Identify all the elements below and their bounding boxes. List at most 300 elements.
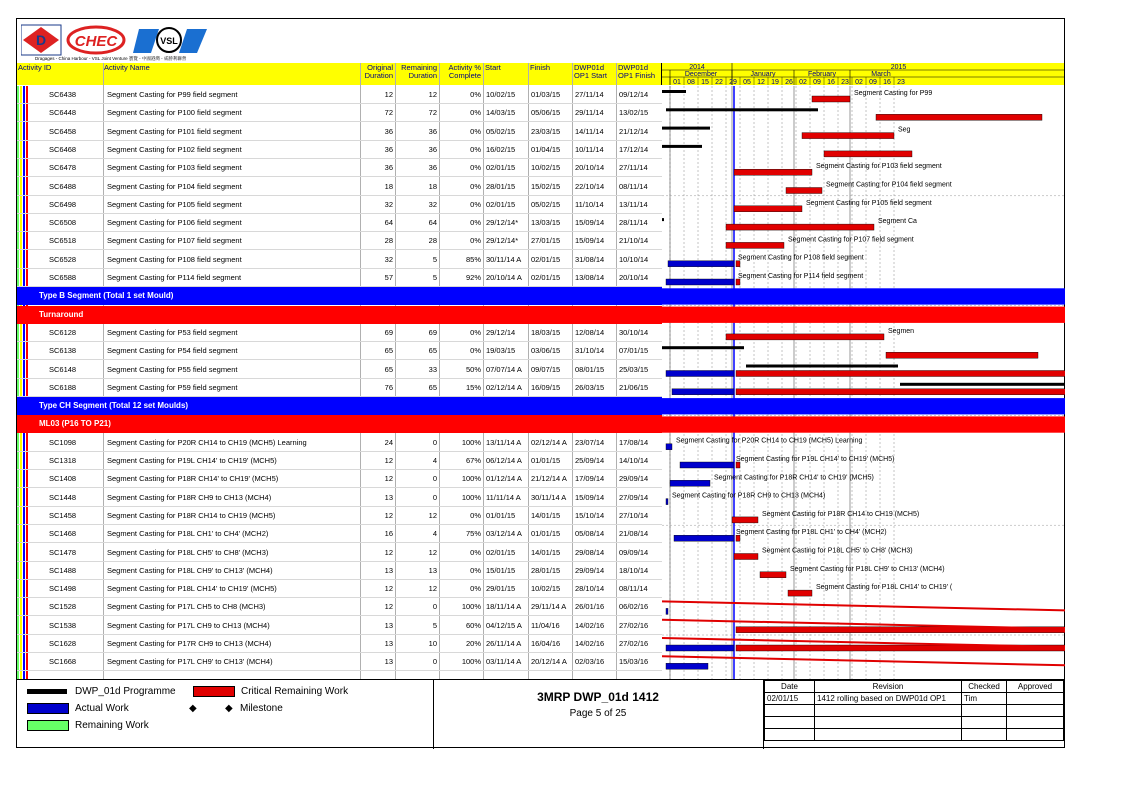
cell-finish: 05/02/15: [531, 199, 561, 209]
actual-bar[interactable]: [672, 389, 734, 395]
week-label: 09: [869, 79, 877, 85]
cell-os: 14/02/16: [575, 639, 605, 648]
group-title: Turnaround: [39, 309, 84, 319]
week-label: 01: [673, 79, 681, 85]
cell-os: 14/02/16: [575, 620, 605, 630]
cell-name: Segment Casting for P18L CH14' to CH19' (MCH5): [107, 584, 277, 594]
cell-os: 08/01/15: [575, 364, 605, 374]
cell-start: 29/12/14: [486, 327, 516, 337]
actual-bar[interactable]: [666, 663, 708, 669]
cell-od: 72: [384, 108, 393, 118]
cell-finish: 09/07/15: [531, 364, 561, 374]
cell-finish: 29/11/14 A: [531, 602, 567, 612]
cell-finish: 20/12/14 A: [531, 657, 567, 667]
cell-name: Segment Casting for P19L CH14' to CH19' (MCH5): [107, 456, 277, 465]
cell-start: 14/03/15: [486, 108, 516, 118]
week-label: 16: [883, 79, 891, 85]
cell-rd: 0: [432, 437, 437, 447]
cell-rd: 13: [428, 565, 437, 575]
activity-row[interactable]: [17, 653, 662, 671]
cell-rd: 32: [428, 199, 437, 209]
month-label: December: [684, 71, 718, 78]
cell-pct: 0%: [470, 510, 481, 520]
critical-bar[interactable]: [726, 334, 884, 340]
activity-row[interactable]: [17, 232, 662, 250]
cell-od: 13: [384, 620, 393, 630]
cell-pct: 0%: [470, 108, 481, 118]
actual-bar[interactable]: [666, 499, 668, 505]
cell-od: 65: [384, 346, 393, 356]
legend-critical: Critical Remaining Work: [241, 686, 349, 697]
cell-rd: 12: [428, 584, 437, 594]
cell-os: 10/11/14: [575, 144, 604, 154]
cell-of: 17/08/14: [619, 437, 649, 447]
cell-finish: 16/04/16: [531, 639, 561, 648]
month-label: February: [807, 71, 837, 78]
cell-od: 12: [384, 584, 393, 594]
group-header[interactable]: [17, 397, 662, 415]
svg-text:D: D: [35, 32, 47, 48]
critical-bar[interactable]: [732, 517, 758, 523]
cell-start: 26/11/14 A: [486, 639, 522, 648]
cell-od: 57: [384, 273, 393, 282]
cell-of: 15/03/16: [619, 657, 649, 667]
week-label: 02: [799, 79, 807, 85]
cell-finish: 02/12/14 A: [531, 437, 567, 447]
cell-rd: 69: [428, 327, 437, 337]
cell-start: 02/01/15: [486, 547, 516, 557]
cell-name: Segment Casting for P99 field segment: [107, 90, 238, 99]
year-label: 2015: [890, 64, 907, 71]
activity-row[interactable]: [17, 525, 662, 543]
cell-pct: 67%: [465, 456, 481, 465]
critical-bar[interactable]: [824, 151, 912, 157]
cell-rd: 36: [428, 126, 437, 136]
critical-bar[interactable]: [736, 371, 1065, 377]
cell-id: SC1498: [49, 584, 77, 594]
rev-header-revision: Revision: [815, 681, 962, 693]
actual-bar[interactable]: [666, 608, 668, 614]
cell-of: 18/10/14: [619, 565, 649, 575]
cell-rd: 4: [432, 529, 437, 539]
activity-row[interactable]: [17, 452, 662, 470]
cell-rd: 12: [428, 90, 437, 99]
critical-bar[interactable]: [736, 389, 1065, 395]
cell-pct: 75%: [465, 529, 481, 539]
programme-bar[interactable]: [900, 383, 1065, 386]
activity-row[interactable]: [17, 580, 662, 598]
critical-bar[interactable]: [788, 590, 812, 596]
activity-row[interactable]: [17, 489, 662, 507]
cell-start: 19/03/15: [486, 346, 516, 356]
cell-os: 28/10/14: [575, 584, 605, 594]
gantt-chart: [662, 63, 1065, 679]
cell-pct: 0%: [470, 163, 481, 173]
cell-os: 15/09/14: [575, 236, 605, 246]
cell-os: 11/10/14: [575, 199, 604, 209]
week-label: 22: [715, 79, 723, 85]
cell-name: Segment Casting for P106 field segment: [107, 218, 242, 228]
cell-of: 21/06/15: [619, 382, 649, 392]
cell-od: 36: [384, 126, 393, 136]
week-label: 02: [855, 79, 863, 85]
critical-bar[interactable]: [876, 114, 1042, 120]
actual-swatch: [27, 703, 69, 714]
cell-id: SC1478: [49, 547, 77, 557]
rev-description: 1412 rolling based on DWP01d OP1: [815, 693, 962, 705]
activity-row[interactable]: [17, 123, 662, 141]
group-band: [662, 288, 1065, 304]
cell-rd: 65: [428, 346, 437, 356]
col-start[interactable]: Start: [485, 63, 501, 72]
cell-os: 25/09/14: [575, 456, 605, 465]
actual-bar[interactable]: [668, 261, 734, 267]
week-label: 09: [813, 79, 821, 85]
week-label: 16: [827, 79, 835, 85]
col-finish[interactable]: Finish: [530, 63, 551, 72]
programme-bar[interactable]: [746, 365, 898, 368]
cell-start: 07/07/14 A: [486, 364, 522, 374]
group-header[interactable]: [17, 415, 662, 433]
bar-label: Segment Casting for P20R CH14 to CH19 (MCH5) Learning: [676, 437, 863, 445]
cell-id: SC6138: [49, 346, 77, 356]
cell-id: SC1448: [49, 492, 77, 502]
cell-finish: 03/06/15: [531, 346, 561, 356]
cell-finish: 10/02/15: [531, 163, 561, 173]
cell-name: Segment Casting for P18R CH14' to CH19' (MCH5): [107, 474, 279, 484]
cell-id: SC6148: [49, 364, 77, 374]
activity-row[interactable]: [17, 104, 662, 122]
cell-finish: 01/04/15: [531, 144, 561, 154]
cell-of: 27/02/16: [619, 620, 649, 630]
activity-row[interactable]: [17, 159, 662, 177]
cell-of: 28/11/14: [619, 218, 648, 228]
legend-programme: DWP_01d Programme: [75, 686, 176, 697]
cell-id: SC1528: [49, 602, 77, 612]
programme-bar[interactable]: [662, 127, 710, 130]
cell-od: 64: [384, 218, 393, 228]
cell-id: SC6508: [49, 218, 77, 228]
rev-date: 02/01/15: [765, 693, 815, 705]
cell-start: 01/01/15: [486, 510, 516, 520]
cell-os: 26/03/15: [575, 382, 605, 392]
cell-pct: 0%: [470, 199, 481, 209]
cell-name: Segment Casting for P59 field segment: [107, 382, 238, 392]
bar-label: Segment Casting for P99: [854, 90, 933, 97]
cell-id: SC6128: [49, 327, 77, 337]
actual-bar[interactable]: [666, 645, 734, 651]
bar-label: Segment Casting for P18L CH1' to CH4' (MCH2): [736, 529, 887, 537]
cell-start: 28/01/15: [486, 181, 516, 191]
activity-row[interactable]: [17, 86, 662, 104]
cell-of: 06/02/16: [619, 602, 649, 612]
cell-od: 13: [384, 565, 393, 575]
critical-bar[interactable]: [760, 572, 786, 578]
activity-row[interactable]: [17, 141, 662, 159]
col-op1-start[interactable]: DWP01d OP1 Start: [574, 63, 607, 80]
cell-id: SC6488: [49, 181, 77, 191]
cell-od: 65: [384, 364, 393, 374]
critical-bar[interactable]: [726, 224, 874, 230]
cell-os: 05/08/14: [575, 529, 605, 539]
group-header[interactable]: [17, 287, 662, 305]
bar-label: Segmen: [888, 327, 915, 335]
critical-bar[interactable]: [726, 242, 784, 248]
page-frame: [16, 18, 1065, 748]
cell-pct: 0%: [470, 236, 481, 246]
cell-os: 15/10/14: [575, 510, 605, 520]
cell-id: SC1318: [49, 456, 77, 465]
col-activity-id[interactable]: Activity ID: [18, 63, 52, 72]
cell-od: 69: [384, 327, 393, 337]
cell-id: SC6458: [49, 126, 77, 136]
cell-of: 07/01/15: [619, 346, 649, 356]
cell-os: 22/10/14: [575, 181, 605, 191]
critical-bar[interactable]: [812, 96, 850, 102]
col-pct-complete[interactable]: Activity % Complete: [448, 63, 481, 80]
legend-actual: Actual Work: [75, 703, 129, 714]
cell-od: 12: [384, 602, 393, 612]
col-rem-duration[interactable]: Remaining Duration: [401, 63, 437, 80]
programme-bar[interactable]: [662, 145, 702, 148]
programme-swatch: [27, 689, 67, 694]
cell-pct: 20%: [465, 639, 481, 648]
cell-id: SC6528: [49, 254, 77, 264]
cell-rd: 33: [428, 364, 437, 374]
programme-bar[interactable]: [662, 346, 744, 349]
actual-bar[interactable]: [674, 535, 734, 541]
cell-id: SC1538: [49, 620, 77, 630]
cell-start: 05/02/15: [486, 126, 516, 136]
cell-of: 27/02/16: [619, 639, 649, 648]
cell-name: Segment Casting for P17L CH9 to CH13 (MCH4): [107, 620, 270, 630]
cell-rd: 36: [428, 144, 437, 154]
cell-finish: 30/11/14 A: [531, 492, 567, 502]
cell-name: Segment Casting for P18L CH5' to CH8' (MCH3): [107, 547, 269, 557]
cell-finish: 02/01/15: [531, 273, 561, 282]
cell-of: 20/10/14: [619, 273, 649, 282]
activity-row[interactable]: [17, 342, 662, 360]
month-label: January: [750, 71, 776, 78]
svg-text:CHEC: CHEC: [74, 33, 118, 50]
critical-bar[interactable]: [886, 352, 1038, 358]
cell-start: 10/02/15: [486, 90, 516, 99]
cell-of: 10/10/14: [619, 254, 649, 264]
cell-of: 08/11/14: [619, 584, 648, 594]
col-orig-duration[interactable]: Original Duration: [364, 63, 393, 80]
cell-name: Segment Casting for P114 field segment: [107, 273, 242, 282]
cell-od: 12: [384, 456, 393, 465]
actual-bar[interactable]: [666, 371, 734, 377]
cell-pct: 100%: [461, 657, 481, 667]
cell-od: 13: [384, 639, 393, 648]
activity-row[interactable]: [17, 178, 662, 196]
critical-bar[interactable]: [802, 133, 894, 139]
cell-pct: 0%: [470, 126, 481, 136]
cell-id: SC6588: [49, 273, 77, 282]
bar-label: Segment Casting for P107 field segment: [788, 236, 914, 244]
critical-bar[interactable]: [734, 206, 802, 212]
critical-bar[interactable]: [734, 554, 758, 560]
activity-row[interactable]: [17, 507, 662, 525]
cell-name: Segment Casting for P17L CH5 to CH8 (MCH3): [107, 602, 266, 612]
cell-start: 20/10/14 A: [486, 273, 522, 282]
activity-row[interactable]: [17, 470, 662, 488]
cell-id: SC6438: [49, 90, 77, 99]
cell-pct: 0%: [470, 547, 481, 557]
cell-finish: 11/04/16: [531, 620, 560, 630]
actual-bar[interactable]: [666, 279, 734, 285]
group-title: ML03 (P16 TO P21): [39, 419, 111, 429]
year-label: 2014: [689, 64, 705, 71]
actual-bar[interactable]: [680, 462, 734, 468]
cell-pct: 100%: [461, 474, 481, 484]
cell-rd: 12: [428, 547, 437, 557]
cell-name: Segment Casting for P103 field segment: [107, 163, 242, 173]
activity-row[interactable]: [17, 196, 662, 214]
activity-row[interactable]: [17, 617, 662, 635]
group-band: [662, 398, 1065, 414]
cell-start: 02/12/14 A: [486, 382, 522, 392]
col-op1-finish[interactable]: DWP01d OP1 Finish: [618, 63, 656, 80]
cell-start: 30/11/14 A: [486, 254, 522, 264]
page-number: Page 5 of 25: [569, 708, 627, 719]
activity-row[interactable]: [17, 598, 662, 616]
bar-label: Segment Ca: [878, 218, 917, 226]
bar-label: Segment Casting for P108 field segment: [738, 254, 864, 262]
cell-of: 27/10/14: [619, 510, 649, 520]
cell-of: 21/12/14: [619, 126, 649, 136]
cell-of: 27/11/14: [619, 163, 648, 173]
actual-bar[interactable]: [666, 444, 672, 450]
bar-label: Segment Casting for P18L CH14' to CH19' (: [816, 584, 953, 592]
cell-os: 23/07/14: [575, 437, 605, 447]
group-header[interactable]: [17, 306, 662, 324]
cell-os: 13/08/14: [575, 273, 605, 282]
cell-finish: 14/01/15: [531, 547, 561, 557]
activity-row[interactable]: [17, 251, 662, 269]
cell-name: Segment Casting for P20R CH14 to CH19 (MCH5) Learning: [107, 437, 307, 447]
cell-os: 02/03/16: [575, 657, 605, 667]
cell-id: SC1098: [49, 437, 77, 447]
cell-os: 14/11/14: [575, 126, 604, 136]
programme-bar[interactable]: [662, 90, 686, 93]
activity-row[interactable]: [17, 361, 662, 379]
cell-finish: 13/03/15: [531, 218, 561, 228]
cell-rd: 36: [428, 163, 437, 173]
activity-row[interactable]: [17, 379, 662, 397]
cell-rd: 72: [428, 108, 437, 118]
cell-of: 21/08/14: [619, 529, 649, 539]
cell-pct: 0%: [470, 181, 481, 191]
cell-finish: 10/02/15: [531, 584, 561, 594]
critical-bar[interactable]: [786, 188, 822, 194]
milestone-icon: ◆: [225, 703, 233, 714]
activity-row[interactable]: [17, 544, 662, 562]
cell-finish: 01/03/15: [531, 90, 561, 99]
cell-start: 11/11/14 A: [486, 492, 521, 502]
cell-od: 28: [384, 236, 393, 246]
cell-of: 08/11/14: [619, 181, 648, 191]
cell-od: 12: [384, 547, 393, 557]
cell-of: 25/03/15: [619, 364, 649, 374]
cell-od: 24: [384, 437, 393, 447]
activity-row[interactable]: [17, 635, 662, 653]
company-line: Dragages - China Harbour - VSL Joint Venture 寶覽 - 中國港灣 - 威勝利聯營: [35, 56, 187, 61]
cell-os: 31/10/14: [575, 346, 605, 356]
cell-pct: 100%: [461, 437, 481, 447]
cell-od: 12: [384, 90, 393, 99]
week-label: 23: [841, 79, 849, 85]
cell-start: 03/12/14 A: [486, 529, 522, 539]
cell-name: Segment Casting for P107 field segment: [107, 236, 242, 246]
col-activity-name[interactable]: Activity Name: [104, 63, 150, 72]
cell-start: 18/11/14 A: [486, 602, 522, 612]
week-label: 26: [785, 79, 793, 85]
cell-os: 29/08/14: [575, 547, 605, 557]
cell-start: 29/01/15: [486, 584, 516, 594]
cell-name: Segment Casting for P100 field segment: [107, 108, 242, 118]
actual-bar[interactable]: [670, 480, 710, 486]
cell-name: Segment Casting for P101 field segment: [107, 126, 242, 136]
bar-label: Seg: [898, 126, 911, 134]
table-header: [17, 63, 662, 85]
legend-block: [17, 679, 1064, 749]
activity-row[interactable]: [17, 434, 662, 452]
critical-bar[interactable]: [734, 169, 812, 175]
programme-bar[interactable]: [666, 108, 818, 111]
cell-pct: 92%: [465, 273, 481, 282]
programme-bar[interactable]: [662, 218, 664, 221]
activity-row[interactable]: [17, 324, 662, 342]
rev-header-date: Date: [765, 681, 815, 693]
cell-od: 12: [384, 474, 393, 484]
cell-rd: 4: [432, 456, 437, 465]
legend-remaining: Remaining Work: [75, 720, 149, 731]
cell-rd: 0: [432, 602, 437, 612]
bar-label: Segment Casting for P18L CH9' to CH13' (MCH4): [790, 565, 945, 573]
cell-finish: 16/09/15: [531, 382, 561, 392]
cell-od: 18: [384, 181, 393, 191]
cell-pct: 0%: [470, 144, 481, 154]
cell-os: 29/09/14: [575, 565, 605, 575]
remaining-swatch: [27, 720, 69, 731]
cell-name: Segment Casting for P53 field segment: [107, 327, 238, 337]
cell-id: SC1408: [49, 474, 77, 484]
activity-row[interactable]: [17, 214, 662, 232]
milestone-icon: ◆: [189, 703, 197, 714]
cell-rd: 0: [432, 474, 437, 484]
activity-row[interactable]: [17, 269, 662, 287]
cell-id: SC1488: [49, 565, 77, 575]
cell-finish: 15/02/15: [531, 181, 561, 191]
cell-finish: 21/12/14 A: [531, 474, 567, 484]
cell-name: Segment Casting for P18R CH14 to CH19 (MCH5): [107, 510, 276, 520]
cell-rd: 5: [432, 620, 437, 630]
bar-label: Segment Casting for P18R CH14' to CH19' (MCH5): [714, 474, 874, 482]
cell-pct: 100%: [461, 602, 481, 612]
legend-milestone: Milestone: [240, 703, 283, 714]
cell-od: 16: [384, 529, 393, 539]
group-title: Type CH Segment (Total 12 set Moulds): [39, 401, 189, 411]
cell-id: SC6518: [49, 236, 77, 246]
week-label: 12: [757, 79, 765, 85]
cell-name: Segment Casting for P55 field segment: [107, 364, 238, 374]
cell-finish: 01/01/15: [531, 529, 561, 539]
cell-of: 21/10/14: [619, 236, 649, 246]
cell-start: 16/02/15: [486, 144, 516, 154]
activity-row[interactable]: [17, 562, 662, 580]
